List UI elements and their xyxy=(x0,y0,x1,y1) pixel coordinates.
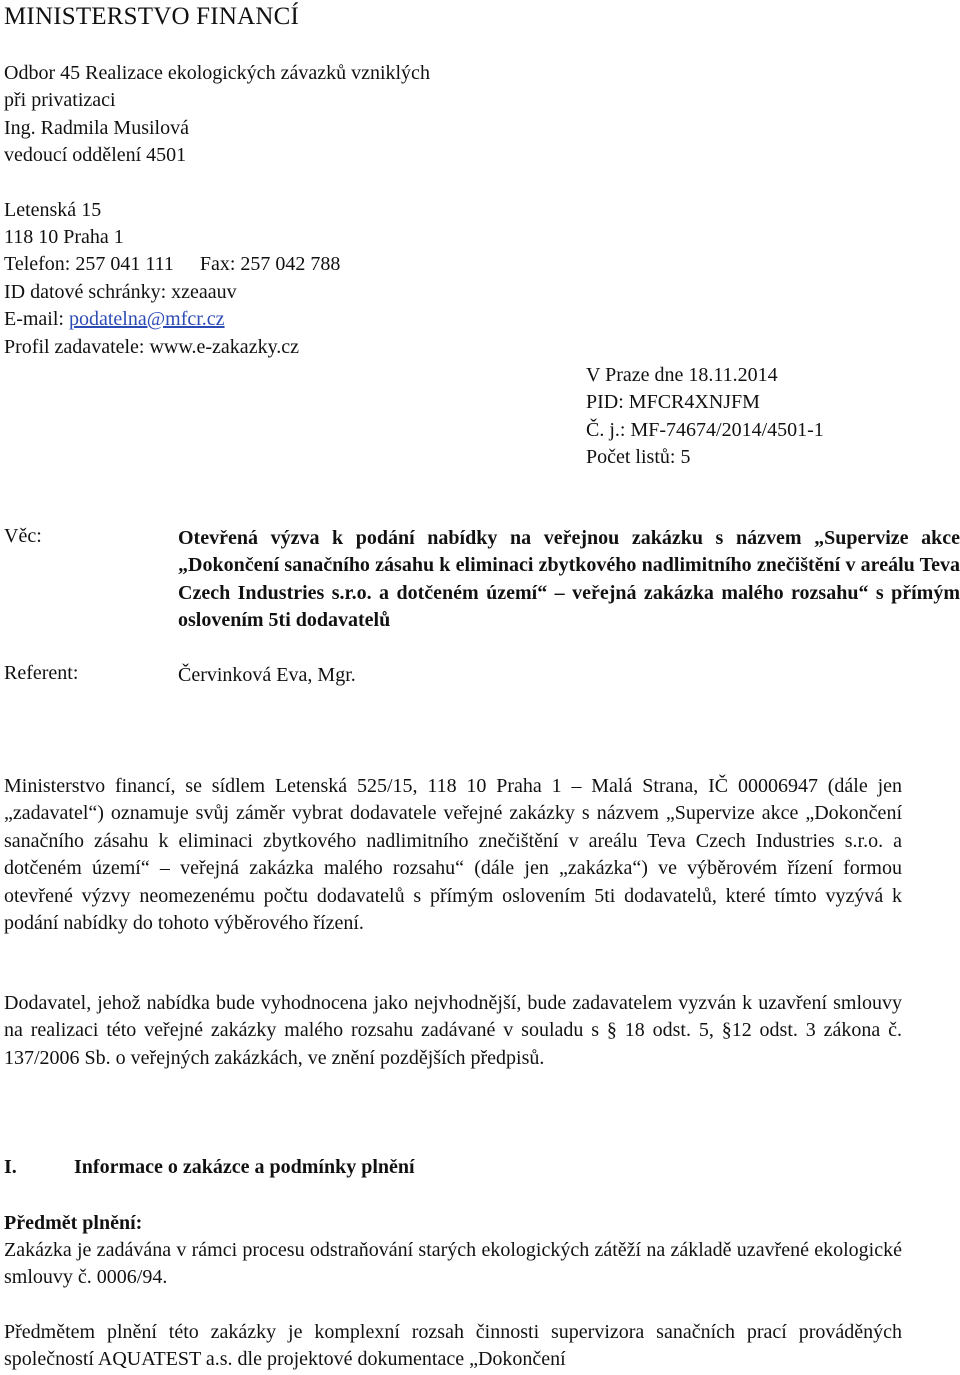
section-number: I. xyxy=(4,1156,17,1178)
address-city: 118 10 Praha 1 xyxy=(4,226,124,249)
section-heading xyxy=(4,1154,415,1181)
buyer-profile: Profil zadavatele: www.e-zakazky.cz xyxy=(4,335,300,358)
ministry-title: MINISTERSTVO FINANCÍ xyxy=(4,3,299,30)
spacer xyxy=(4,170,430,197)
address-street: Letenská 15 xyxy=(4,198,102,221)
email-line xyxy=(4,306,430,333)
paragraph-performance: Zakázka je zadávána v rámci procesu odstraňování starých ekologických zátěží na základě uzavřené ekologické smlouvy č. 0006/94. xyxy=(4,1239,902,1289)
contact-phone-fax xyxy=(4,251,430,278)
referent-label: Referent: xyxy=(4,662,79,684)
email-link[interactable]: podatelna@mfcr.cz xyxy=(68,308,225,331)
department-line-2: při privatizaci xyxy=(4,89,116,112)
reference-block xyxy=(586,362,824,472)
letter-date: V Praze dne 18.11.2014 xyxy=(586,364,778,386)
case-number: Č. j.: MF-74674/2014/4501-1 xyxy=(586,418,824,441)
email-label: E-mail: xyxy=(4,308,69,331)
paragraph-scope: Předmětem plnění této zakázky je komplexní rozsah činnosti supervizora sanačních prací prováděných společností AQUATEST a.s. dle projektové dokumentace „Dokončení xyxy=(4,1321,902,1371)
phone-number: Telefon: 257 041 111 xyxy=(4,253,174,276)
subject-label: Věc: xyxy=(4,525,42,547)
person-name: Ing. Radmila Musilová xyxy=(4,116,189,139)
pid: PID: MFCR4XNJFM xyxy=(586,391,760,414)
paragraph-contract: Dodavatel, jehož nabídka bude vyhodnocena jako nejvhodnější, bude zadavatelem vyzván k uzavření smlouvy na realizaci této veřejné zakázky malého rozsahu zadávané v souladu s § 18 odst. 5, §12 odst. 3 zákona č. 137/2006 Sb. o veřejných zakázkách, ve znění pozdějších předpisů. xyxy=(4,992,902,1069)
fax-number: Fax: 257 042 788 xyxy=(199,253,341,276)
sender-block xyxy=(4,60,430,361)
referent-value: Červinková Eva, Mgr. xyxy=(178,664,356,686)
section-title: Informace o zakázce a podmínky plnění xyxy=(74,1156,415,1178)
subject-of-performance-label: Předmět plnění: xyxy=(4,1212,143,1234)
department-line-1: Odbor 45 Realizace ekologických závazků vzniklých xyxy=(4,62,430,84)
subject-text: Otevřená výzva k podání nabídky na veřejnou zakázku s názvem „Supervize akce „Dokončení sanačního zásahu k eliminaci zbytkového nadlimitního znečištění v areálu Teva Czech Industries s.r.o. a dotčeném území“ – veřejná zakázka malého rozsahu“ s přímým oslovením 5ti dodavatelů xyxy=(178,527,960,632)
person-role: vedoucí oddělení 4501 xyxy=(4,144,187,167)
sheet-count: Počet listů: 5 xyxy=(586,446,691,469)
paragraph-intro: Ministerstvo financí, se sídlem Letenská 525/15, 118 10 Praha 1 – Malá Strana, IČ 00006947 (dále jen „zadavatel“) oznamuje svůj záměr vybrat dodavatele veřejné zakázky s názvem „Supervize akce „Dokončení sanačního zásahu k eliminaci zbytkového nadlimitního znečištění v areálu Teva Czech Industries s.r.o. a dotčeném území“ – veřejná zakázka malého rozsahu“ (dále jen „zakázka“) ve výběrovém řízení formou otevřené výzvy neomezenému počtu dodavatelů s přímým oslovením 5ti dodavatelů, které tímto vyzývá k podání nabídky do tohoto výběrového řízení. xyxy=(4,775,902,935)
databox-id: ID datové schránky: xzeaauv xyxy=(4,280,237,303)
